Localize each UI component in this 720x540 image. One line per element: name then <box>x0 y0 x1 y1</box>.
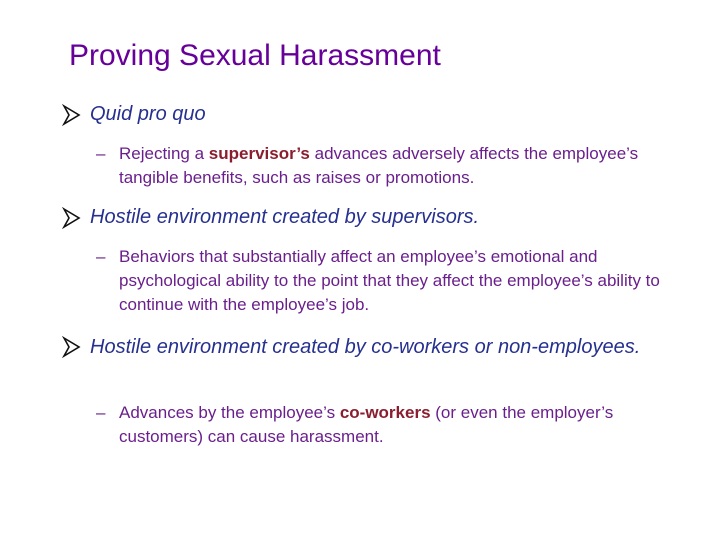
arrowhead-bullet-icon <box>62 206 82 230</box>
arrowhead-bullet-icon <box>62 335 82 359</box>
arrowhead-bullet-icon <box>62 103 82 127</box>
bullet-text: Quid pro quo <box>90 103 206 125</box>
emphasis-coworkers: co-workers <box>339 403 431 422</box>
sub-bullet-text: Advances by the employee’s co-workers (or even the employer’s customers) can cause harassment. <box>119 403 614 446</box>
dash-marker: – <box>96 247 106 266</box>
sub-bullet-text: Rejecting a supervisor’s advances adversely affects the employee’s tangible benefits, such as raises or promotions. <box>119 144 639 187</box>
emphasis-supervisors: supervisor’s <box>208 144 310 163</box>
bullet-text: Hostile environment created by co-workers or non-employees. <box>90 336 641 358</box>
dash-marker: – <box>96 144 106 163</box>
bullet-text: Hostile environment created by supervisors. <box>90 206 480 228</box>
sub-bullet-text: Behaviors that substantially affect an employee’s emotional and psychological ability to the point that they affect the employee’s ability to continue with the employee’s job. <box>119 247 660 314</box>
slide-title: Proving Sexual Harassment <box>69 39 441 72</box>
dash-marker: – <box>96 403 106 422</box>
